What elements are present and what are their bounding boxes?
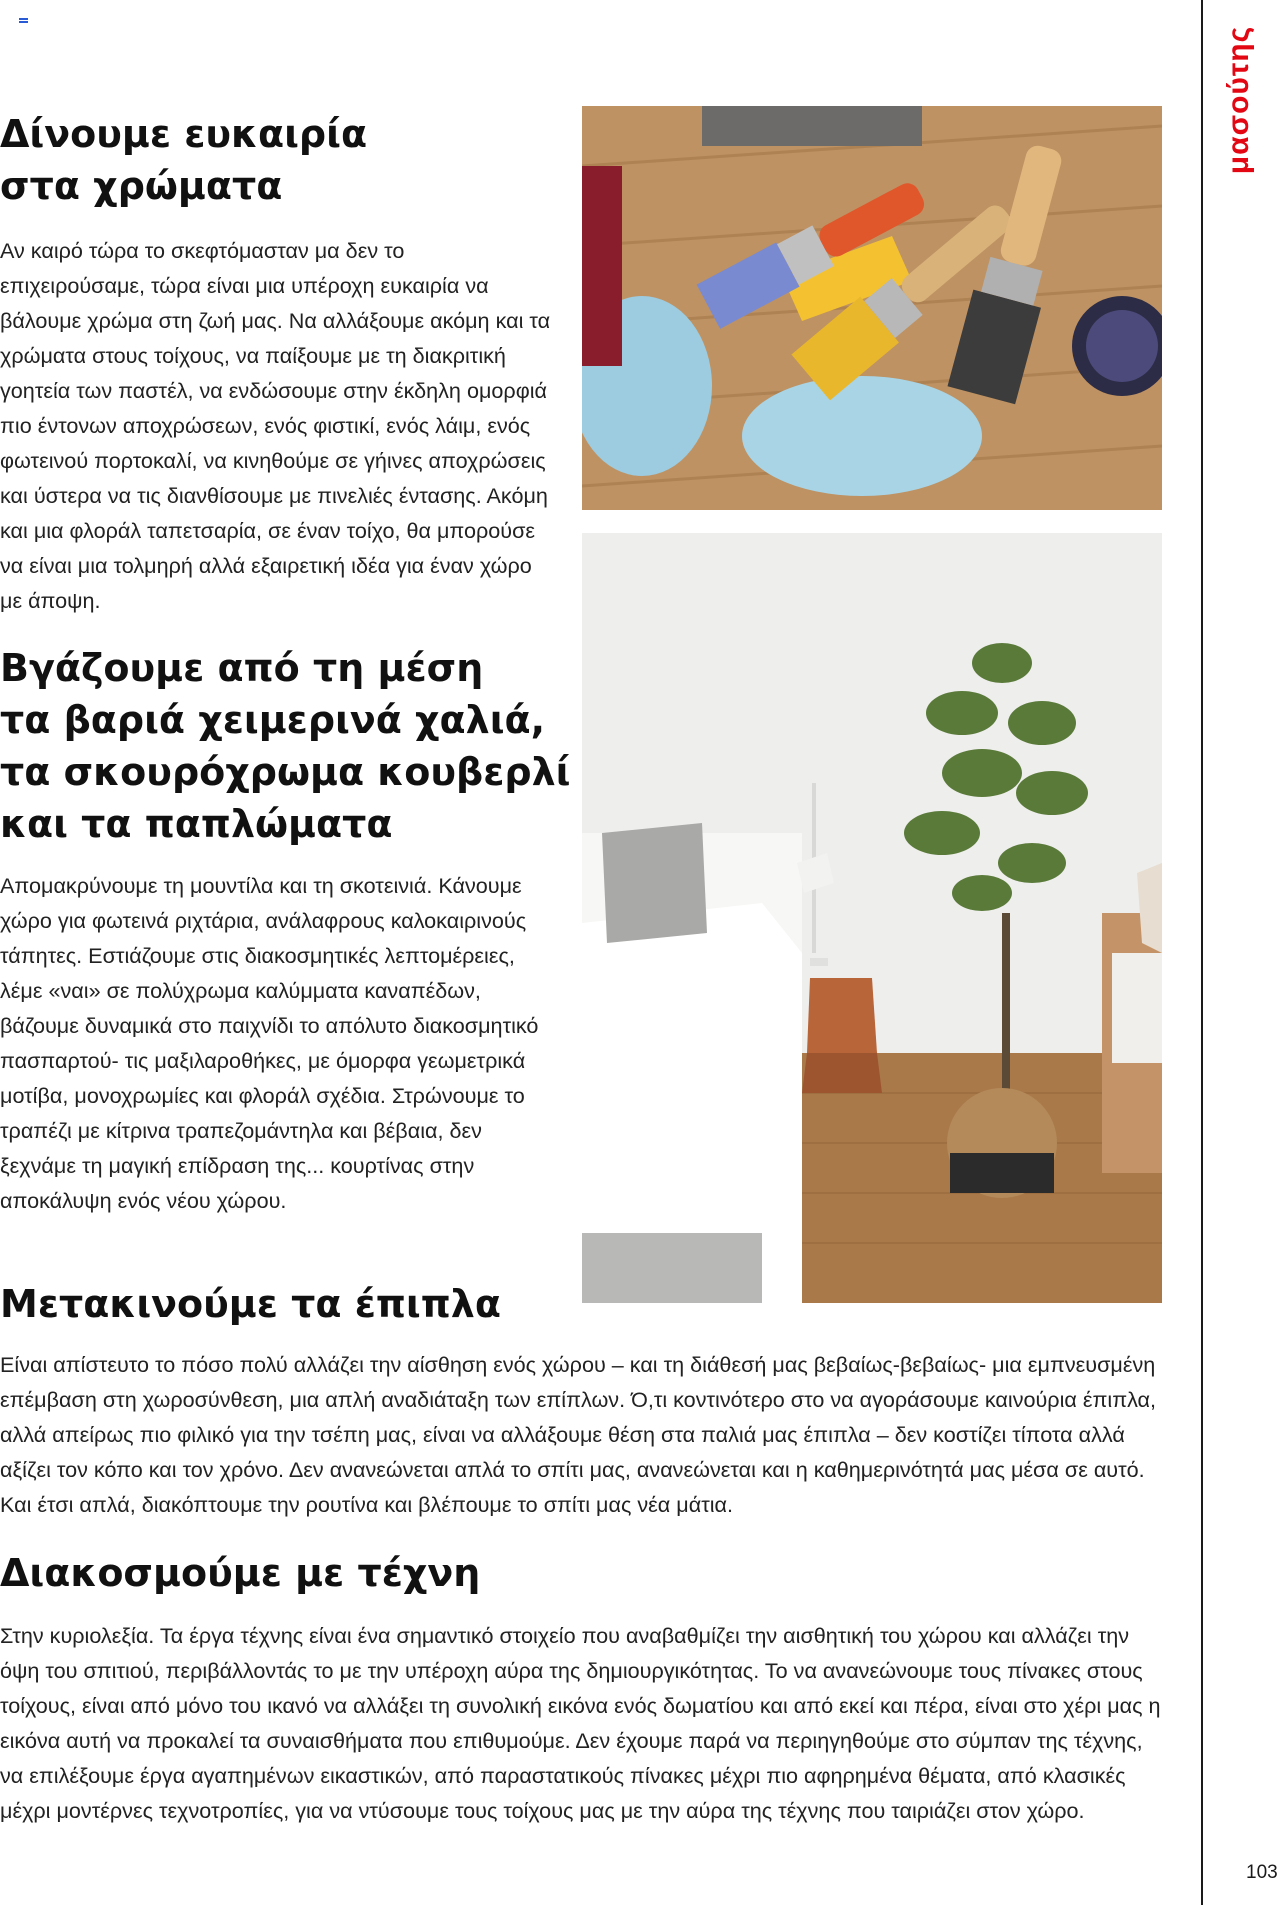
section-body: Αν καιρό τώρα το σκεφτόμασταν μα δεν το επιχειρούσαμε, τώρα είναι μια υπέροχη ευκαιρία να βάλουμε χρώμα στη ζωή μας. Να αλλάξουμε ακόμη και τα χρώματα στους τοίχους, να παίξουμε με τη διακριτική γοητεία των παστέλ, να ενδώσουμε στην έκδηλη ομορφιά πιο έντονων αποχρώσεων, ενός φιστικί, ενός λάιμ, ενός φωτεινού πορτοκαλί, να κινηθούμε σε γήινες αποχρώσεις και ύστερα να τις διανθίσουμε με πινελιές έντασης. Ακόμη και μια φλοράλ ταπετσαρία, σε έναν τοίχο, θα μπορούσε να είναι μια τολμηρή αλλά εξαιρετική ιδέα για έναν χώρο με άποψη. (0, 238, 551, 613)
page-divider (1201, 0, 1203, 1905)
brand-logo: μασούτης (1222, 25, 1255, 175)
section-heading: Δίνουμε ευκαιρία στα χρώματα (0, 112, 368, 208)
section-body: Απομακρύνουμε τη μουντίλα και τη σκοτεινιά. Κάνουμε χώρο για φωτεινά ριχτάρια, ανάλαφρους καλοκαιρινούς τάπητες. Εστιάζουμε στις διακοσμητικές λεπτομέρειες, λέμε «ναι» σε πολύχρωμα καλύμματα καναπέδων, βάζουμε δυναμικά στο παιχνίδι το απόλυτο διακοσμητικό πασπαρτού- τις μαξιλαροθήκες, με όμορφα γεωμετρικά μοτίβα, μονοχρωμίες και φλοράλ σχέδια. Στρώνουμε το τραπέζι με κίτρινα τραπεζομάντηλα και βέβαια, δεν ξεχνάμε τη μαγική επίδραση της... κουρτίνας στην αποκάλυψη ενός νέου χώρου. (0, 873, 539, 1213)
section-heading: Βγάζουμε από τη μέση τα βαριά χειμερινά χαλιά, τα σκουρόχρωμα κουβερλί και τα παπλώματα (0, 646, 571, 846)
section-heading: Μετακινούμε τα έπιπλα (0, 1282, 501, 1326)
section-heading: Διακοσμούμε με τέχνη (0, 1551, 481, 1595)
section-body: Είναι απίστευτο το πόσο πολύ αλλάζει την αίσθηση ενός χώρου – και τη διάθεσή μας βεβαίως-βεβαίως- μια εμπνευσμένη επέμβαση στη χωροσύνθεση, μια απλή αναδιάταξη των επίπλων. Ό,τι κοντινότερο στο να αγοράσουμε καινούρια έπιπλα, αλλά απείρως πιο φιλικό για την τσέπη μας, είναι να αλλάξουμε θέση στα παλιά μας έπιπλα – δεν κοστίζει τίποτα αλλά αξίζει τον κόπο και τον χρόνο. Δεν ανανεώνεται απλά το σπίτι μας, ανανεώνεται και η καθημερινότητά μας μέσα σε αυτό. Και έτσι απλά, διακόπτουμε την ρουτίνα και βλέπουμε το σπίτι μας νέα μάτια. (0, 1352, 1157, 1517)
bedroom-photo (582, 533, 1162, 1303)
section-body: Στην κυριολεξία. Τα έργα τέχνης είναι ένα σημαντικό στοιχείο που αναβαθμίζει την αισθητική του χώρου και αλλάζει την όψη του σπιτιού, περιβάλλοντάς το με την υπέροχη αύρα της δημιουργικότητας. Το να ανανεώνουμε τους πίνακες στους τοίχους, είναι από μόνο του ικανό να αλλάξει τη συνολική εικόνα ενός δωματίου και από εκεί και πέρα, είναι στο χέρι μας η εικόνα αυτή να προκαλεί τα συναισθήματα που επιθυμούμε. Δεν έχουμε παρά να περιηγηθούμε στο σύμπαν της τέχνης, να επιλέξουμε έργα αγαπημένων εικαστικών, από παραστατικούς πίνακες μέχρι πιο αφηρημένα θέματα, από κλασικές μέχρι μοντέρνες τεχνοτροπίες, για να ντύσουμε τους τοίχους μας με την αύρα της τέχνης που ταιριάζει στον χώρο. (0, 1623, 1161, 1823)
menu-icon[interactable] (19, 18, 28, 25)
page-number: 103 (1246, 1862, 1278, 1883)
paint-brushes-photo (582, 106, 1162, 510)
